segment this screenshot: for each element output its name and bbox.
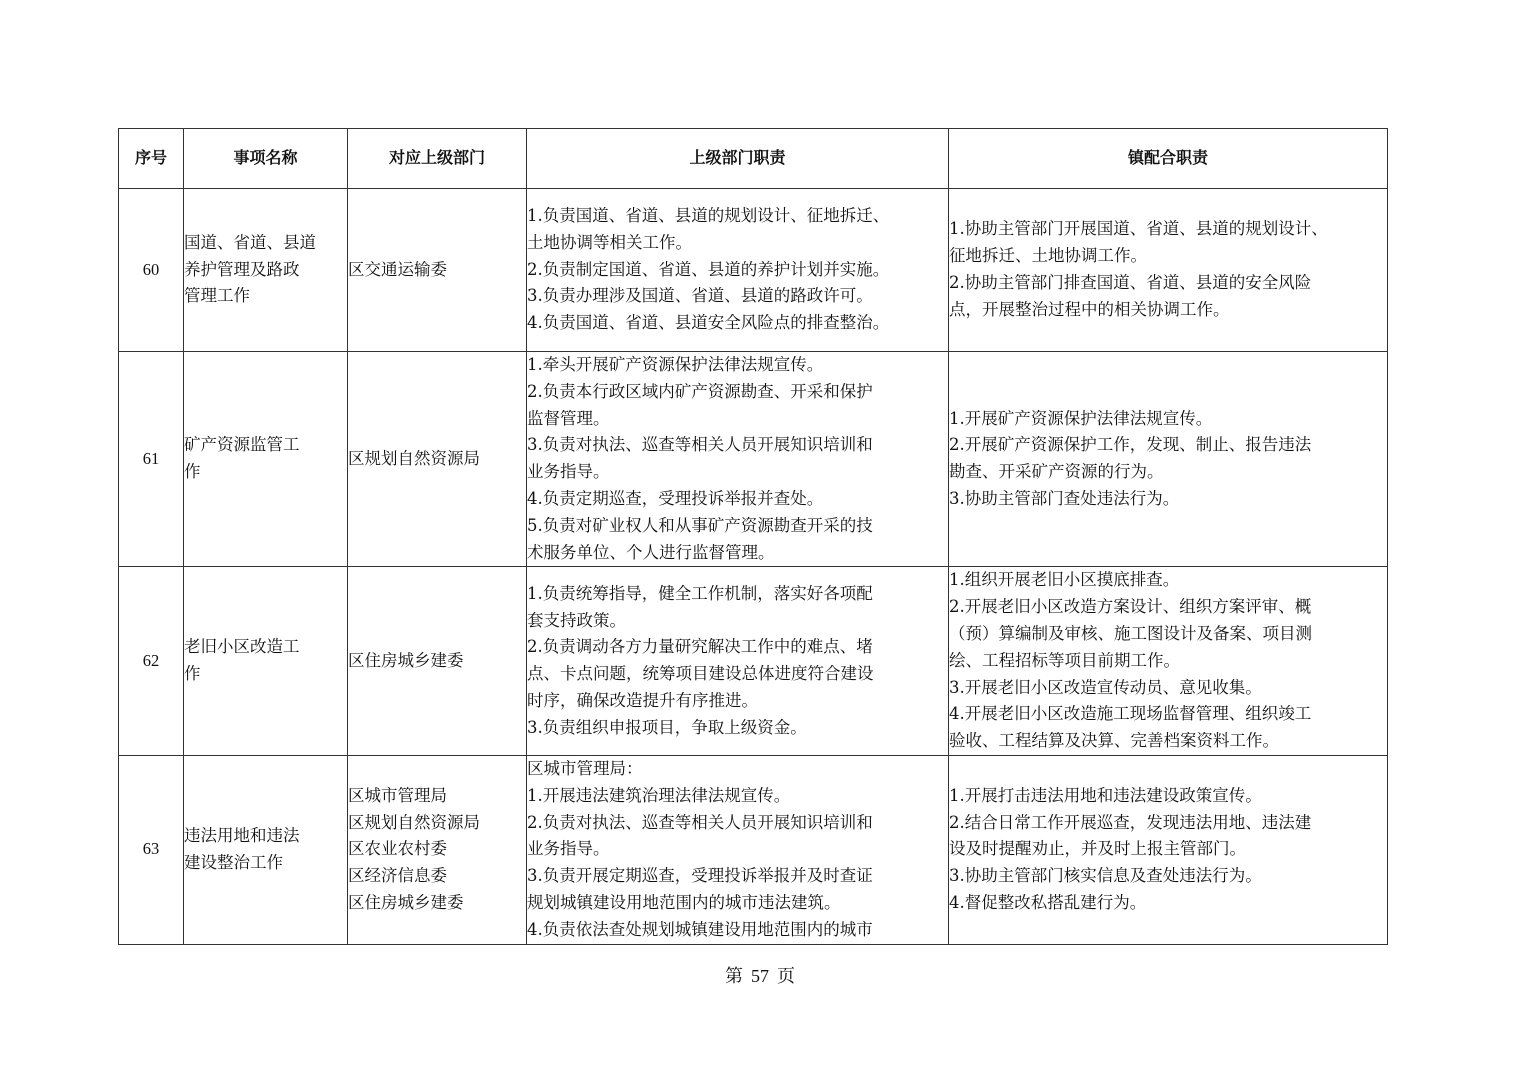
superior-duty-cell — [527, 189, 949, 352]
row-number: 63 — [119, 755, 184, 944]
header-dept: 对应上级部门 — [348, 129, 527, 189]
superior-duty-line: 1.开展违法建筑治理法律法规宣传。 — [527, 785, 791, 805]
town-duty-line: 验收、工程结算及决算、完善档案资料工作。 — [949, 731, 1279, 751]
item-name-line: 养护管理及路政 — [184, 259, 300, 279]
superior-duty-line: 术服务单位、个人进行监督管理。 — [527, 542, 775, 562]
superior-duty-line: 监督管理。 — [527, 408, 610, 428]
item-name-line: 管理工作 — [184, 286, 250, 306]
town-duty-line: 1.开展打击违法用地和违法建设政策宣传。 — [949, 785, 1262, 805]
header-town: 镇配合职责 — [949, 129, 1388, 189]
item-name-cell — [184, 755, 348, 944]
item-name-cell — [184, 189, 348, 352]
town-duty-line: 3.开展老旧小区改造宣传动员、意见收集。 — [949, 677, 1262, 697]
superior-duty-cell — [527, 755, 949, 944]
superior-duty-line: 业务指导。 — [527, 462, 610, 482]
town-duty-line: 1.协助主管部门开展国道、省道、县道的规划设计、 — [949, 219, 1328, 239]
superior-duty-line: 2.负责本行政区域内矿产资源勘查、开采和保护 — [527, 381, 873, 401]
superior-duty-line: 4.负责定期巡查，受理投诉举报并查处。 — [527, 488, 824, 508]
superior-duty-line: 1.负责国道、省道、县道的规划设计、征地拆迁、 — [527, 206, 890, 225]
town-duty-line: 点，开展整治过程中的相关协调工作。 — [949, 299, 1230, 319]
town-duty-line: （预）算编制及审核、施工图设计及备案、项目测 — [949, 623, 1312, 643]
item-name-line: 国道、省道、县道 — [184, 232, 316, 252]
row-number: 62 — [119, 567, 184, 756]
item-name-line: 建设整治工作 — [184, 852, 283, 872]
superior-department-line: 区交通运输委 — [348, 259, 447, 279]
superior-duty-line: 区城市管理局： — [527, 758, 643, 778]
header-name: 事项名称 — [184, 129, 348, 189]
superior-duty-cell — [527, 567, 949, 756]
item-name-cell — [184, 567, 348, 756]
town-duty-line: 2.协助主管部门排查国道、省道、县道的安全风险 — [949, 273, 1312, 292]
row-number: 60 — [119, 189, 184, 352]
town-duty-cell — [949, 567, 1388, 756]
page-footer — [0, 962, 1520, 988]
superior-duty-line: 土地协调等相关工作。 — [527, 232, 692, 252]
town-duty-line: 4.督促整改私搭乱建行为。 — [949, 892, 1147, 912]
table-row — [119, 755, 1388, 944]
superior-duty-line: 规划城镇建设用地范围内的城市违法建筑。 — [527, 892, 841, 912]
superior-duty-line: 3.负责开展定期巡查，受理投诉举报并及时查证 — [527, 866, 873, 886]
superior-duty-line: 业务指导。 — [527, 839, 610, 859]
town-duty-line: 设及时提醒劝止，并及时上报主管部门。 — [949, 839, 1246, 859]
town-duty-line: 1.开展矿产资源保护法律法规宣传。 — [949, 408, 1213, 428]
superior-department-cell — [348, 189, 527, 352]
header-duty: 上级部门职责 — [527, 129, 949, 189]
item-name-line: 矿产资源监管工 — [184, 435, 300, 455]
superior-department-cell — [348, 352, 527, 567]
superior-duty-cell — [527, 352, 949, 567]
superior-duty-line: 时序，确保改造提升有序推进。 — [527, 690, 758, 710]
town-duty-line: 勘查、开采矿产资源的行为。 — [949, 462, 1164, 482]
town-duty-cell — [949, 755, 1388, 944]
superior-department-line: 区经济信息委 — [348, 866, 447, 886]
superior-duty-line: 套支持政策。 — [527, 610, 626, 630]
superior-duty-line: 1.牵头开展矿产资源保护法律法规宣传。 — [527, 355, 824, 374]
row-number: 61 — [119, 352, 184, 567]
town-duty-line: 绘、工程招标等项目前期工作。 — [949, 650, 1180, 670]
town-duty-line: 征地拆迁、土地协调工作。 — [949, 246, 1147, 266]
town-duty-line: 3.协助主管部门查处违法行为。 — [949, 488, 1180, 508]
item-name-line: 违法用地和违法 — [184, 825, 300, 845]
superior-duty-line: 2.负责对执法、巡查等相关人员开展知识培训和 — [527, 812, 873, 832]
superior-department-line: 区住房城乡建委 — [348, 892, 464, 912]
superior-department-line: 区规划自然资源局 — [348, 448, 480, 468]
superior-duty-line: 3.负责组织申报项目，争取上级资金。 — [527, 717, 807, 737]
town-duty-line: 1.组织开展老旧小区摸底排查。 — [949, 570, 1180, 590]
superior-department-cell — [348, 755, 527, 944]
superior-duty-line: 3.负责办理涉及国道、省道、县道的路政许可。 — [527, 286, 873, 306]
table-row — [119, 352, 1388, 567]
superior-department-cell — [348, 567, 527, 756]
table-row — [119, 567, 1388, 756]
responsibility-table — [118, 128, 1388, 945]
footer-suffix: 页 — [777, 966, 795, 987]
town-duty-cell — [949, 189, 1388, 352]
item-name-line: 作 — [184, 664, 201, 684]
item-name-line: 老旧小区改造工 — [184, 637, 300, 657]
superior-department-line: 区住房城乡建委 — [348, 650, 464, 670]
superior-duty-line: 点、卡点问题，统筹项目建设总体进度符合建设 — [527, 664, 874, 684]
superior-duty-line: 4.负责依法查处规划城镇建设用地范围内的城市 — [527, 919, 873, 939]
superior-duty-line: 4.负责国道、省道、县道安全风险点的排查整治。 — [527, 313, 890, 333]
superior-duty-line: 2.负责制定国道、省道、县道的养护计划并实施。 — [527, 259, 890, 279]
superior-department-line: 区城市管理局 — [348, 785, 447, 805]
superior-duty-line: 2.负责调动各方力量研究解决工作中的难点、堵 — [527, 637, 873, 657]
town-duty-line: 2.开展矿产资源保护工作，发现、制止、报告违法 — [949, 435, 1312, 455]
town-duty-line: 2.开展老旧小区改造方案设计、组织方案评审、概 — [949, 597, 1312, 617]
item-name-line: 作 — [184, 462, 201, 482]
superior-department-line: 区规划自然资源局 — [348, 812, 480, 832]
superior-department-line: 区农业农村委 — [348, 839, 447, 859]
superior-duty-line: 1.负责统筹指导，健全工作机制，落实好各项配 — [527, 583, 873, 603]
table-row — [119, 189, 1388, 352]
town-duty-line: 4.开展老旧小区改造施工现场监督管理、组织竣工 — [949, 704, 1312, 724]
town-duty-line: 2.结合日常工作开展巡查，发现违法用地、违法建 — [949, 812, 1312, 832]
town-duty-cell — [949, 352, 1388, 567]
town-duty-line: 3.协助主管部门核实信息及查处违法行为。 — [949, 866, 1262, 886]
superior-duty-line: 5.负责对矿业权人和从事矿产资源勘查开采的技 — [527, 515, 873, 535]
item-name-cell — [184, 352, 348, 567]
page-number: 57 — [751, 966, 769, 986]
header-num: 序号 — [119, 129, 184, 189]
table-header-row — [119, 129, 1388, 189]
footer-prefix: 第 — [725, 966, 743, 987]
superior-duty-line: 3.负责对执法、巡查等相关人员开展知识培训和 — [527, 435, 873, 455]
